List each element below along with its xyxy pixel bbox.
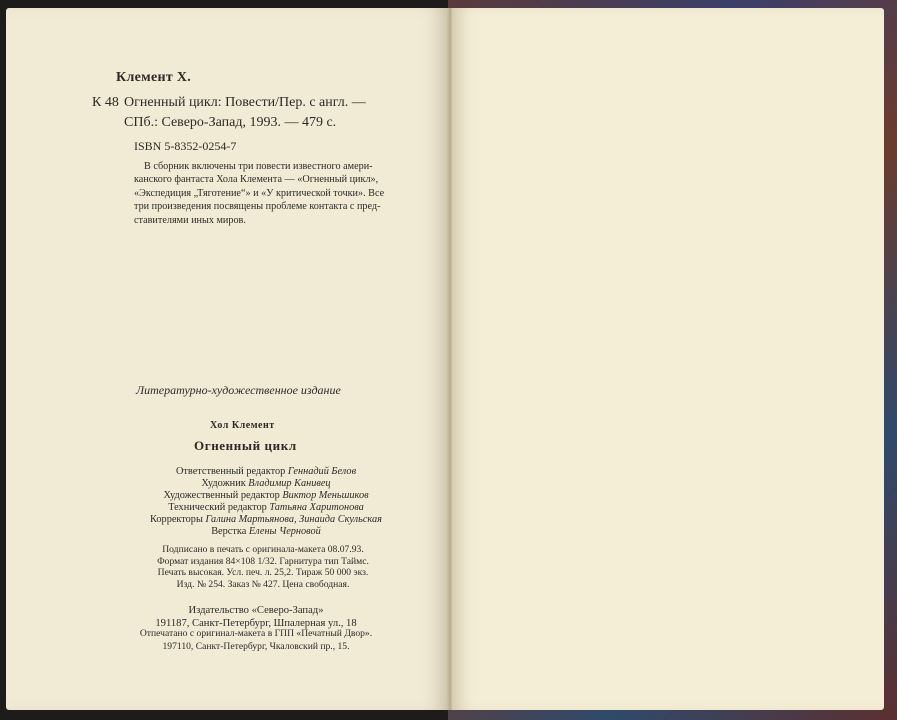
colophon-title: Огненный цикл (194, 438, 297, 453)
credit-role: Художественный редактор (163, 490, 280, 501)
print-info-line: Изд. № 254. Заказ № 427. Цена свободная. (176, 578, 350, 590)
annotation-line: канского фантаста Хола Клемента — «Огненный цикл», (134, 174, 379, 186)
publisher-line: Издательство «Северо-Запад» (188, 605, 324, 616)
print-info (118, 544, 408, 590)
annotation-line: ставителями иных миров. (134, 214, 246, 226)
annotation-line: три произведения посвящены проблеме контакта с пред- (134, 201, 381, 213)
print-info-line: Формат издания 84×108 1/32. Гарнитура тип Таймс. (157, 555, 369, 567)
credit-row (116, 526, 416, 538)
annotation-line: В сборник включены три повести известного амери- (144, 161, 373, 172)
colophon-author: Хол Клемент (210, 420, 275, 431)
right-page (452, 8, 884, 710)
credit-row (116, 466, 416, 478)
credit-name: Галина Мартьянова, Зинаида Скульская (205, 514, 382, 525)
printer-line: Отпечатано с оригинал-макета в ГПП «Печатный Двор». (139, 628, 373, 639)
credit-name: Елены Черновой (248, 526, 321, 537)
credit-name: Владимир Канивец (248, 478, 331, 489)
credit-role: Технический редактор (168, 502, 267, 513)
edition-type: Литературно-художественное издание (136, 383, 341, 397)
credit-role: Художник (201, 478, 246, 489)
isbn: ISBN 5-8352-0254-7 (134, 139, 237, 153)
print-info-line: Подписано в печать с оригинала-макета 08.07.93. (162, 544, 364, 555)
credit-name: Татьяна Харитонова (269, 502, 364, 513)
left-page (6, 8, 448, 710)
shelf-code: К 48 (92, 95, 119, 110)
bibliographic-line: СПб.: Северо-Запад, 1993. — 479 с. (124, 115, 337, 130)
credit-role: Верстка (211, 526, 247, 537)
annotation-line: «Экспедиция „Тяготение“» и «У критической точки». Все (134, 187, 385, 199)
author-heading: Клемент Х. (116, 70, 192, 85)
credit-row (116, 490, 416, 502)
credit-row (116, 514, 416, 526)
credit-row (116, 502, 416, 514)
bibliographic-line: Огненный цикл: Повести/Пер. с англ. — (124, 95, 366, 110)
credit-name: Геннадий Белов (287, 466, 357, 477)
publisher-info (106, 604, 406, 630)
credit-row (116, 478, 416, 490)
credit-role: Корректоры (150, 514, 203, 525)
annotation (134, 160, 426, 227)
printer-line: 197110, Санкт-Петербург, Чкаловский пр., 15. (162, 640, 350, 652)
credit-name: Виктор Меньшиков (282, 490, 369, 501)
printer-info (76, 628, 436, 653)
credits (116, 466, 416, 538)
print-info-line: Печать высокая. Усл. печ. л. 25,2. Тираж 50 000 экз. (157, 567, 369, 579)
publisher-line: 191187, Санкт-Петербург, Шпалерная ул., 18 (155, 618, 357, 629)
credit-role: Ответственный редактор (175, 466, 286, 477)
